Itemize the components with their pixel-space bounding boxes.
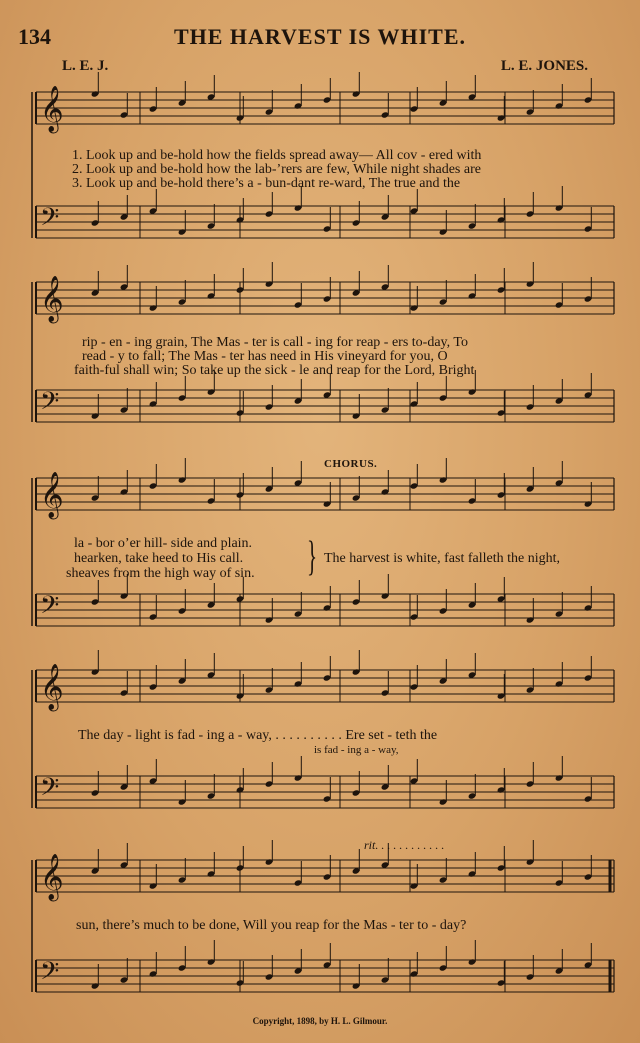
lyric-line: hearken, take heed to His call.: [74, 551, 244, 566]
lyricist-credit: L. E. J.: [62, 58, 109, 74]
clef-icon: 𝄢: [40, 957, 60, 992]
lyric-line: 2. Look up and be-hold how the lab-’rers are few, While night shades are: [72, 162, 481, 177]
page-number: 134: [18, 24, 51, 49]
lyric-line: faith-ful shall win; So take up the sick - le and reap for the Lord, Bright: [74, 363, 475, 378]
lyric-line: read - y to fall; The Mas - ter has need in His vineyard for you, O: [82, 349, 448, 364]
hymn-title: THE HARVEST IS WHITE.: [173, 24, 467, 49]
clef-icon: 𝄞: [40, 472, 64, 518]
lyric-line: 3. Look up and be-hold there’s a - bun-dant re-ward, The true and the: [72, 176, 461, 191]
chorus-lyric: The harvest is white, fast falleth the night,: [324, 551, 560, 566]
clef-icon: 𝄢: [40, 387, 60, 422]
ritardando-mark: rit. . . . . . . . . . . .: [364, 838, 445, 852]
lyric-line: The day - light is fad - ing a - way, . . . . . . . . . . Ere set - teth the: [78, 728, 438, 743]
clef-icon: 𝄢: [40, 203, 60, 238]
clef-icon: 𝄞: [40, 86, 64, 132]
clef-icon: 𝄞: [40, 664, 64, 710]
chorus-label: CHORUS.: [324, 458, 378, 470]
clef-icon: 𝄞: [40, 854, 64, 900]
lyric-line: sheaves from the high way of sin.: [66, 566, 255, 581]
lyric-brace: }: [307, 534, 318, 580]
clef-icon: 𝄢: [40, 773, 60, 808]
copyright-notice: Copyright, 1898, by H. L. Gilmour.: [252, 1016, 388, 1026]
clef-icon: 𝄢: [40, 591, 60, 626]
echo-lyric: is fad - ing a - way,: [314, 744, 399, 756]
lyric-line: sun, there’s much to be done, Will you reap for the Mas - ter to - day?: [76, 918, 467, 933]
lyric-line: rip - en - ing grain, The Mas - ter is call - ing for reap - ers to-day, To: [82, 335, 468, 350]
lyric-line: 1. Look up and be-hold how the fields spread away— All cov - ered with: [72, 148, 482, 163]
lyric-line: la - bor o’er hill- side and plain.: [74, 536, 253, 551]
composer-credit: L. E. JONES.: [500, 58, 588, 74]
clef-icon: 𝄞: [40, 276, 64, 322]
